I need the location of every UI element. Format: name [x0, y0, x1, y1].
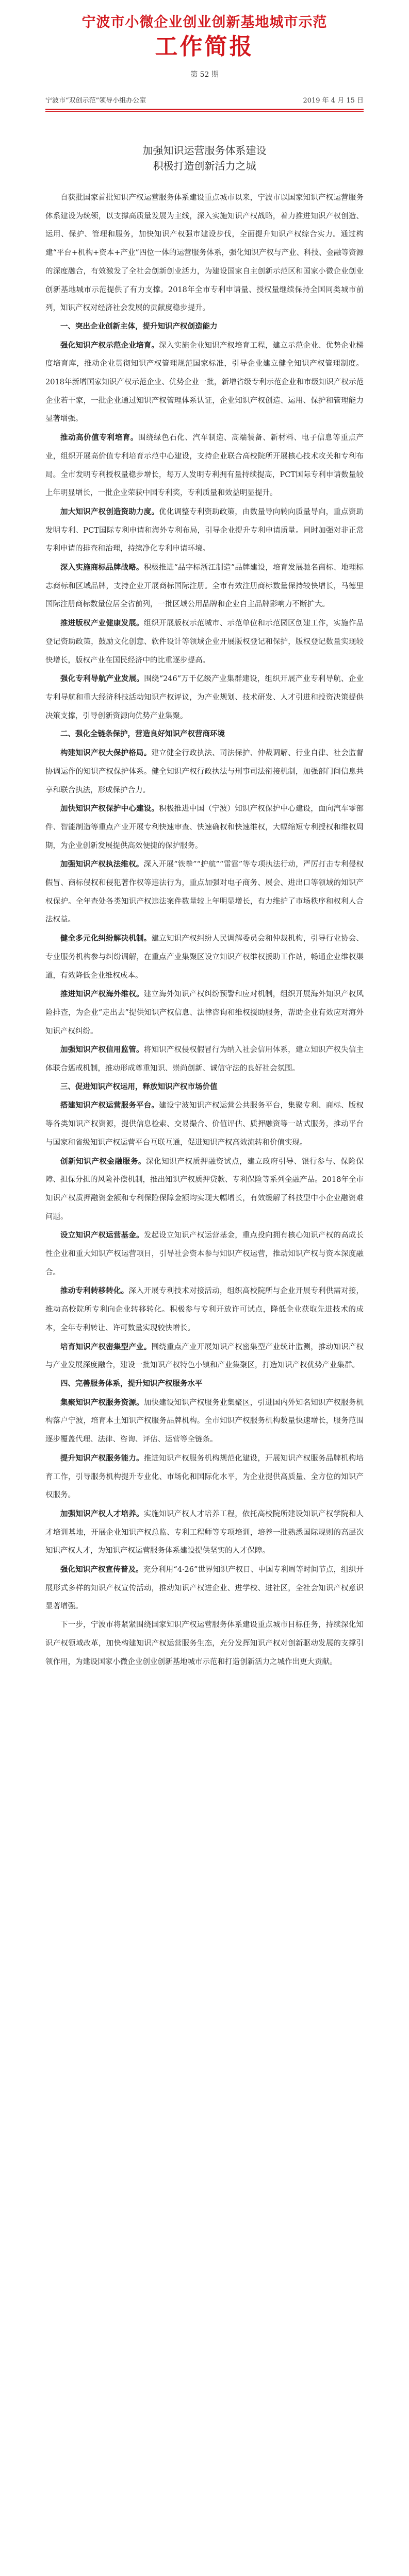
subsection-lead: 培育知识产权密集型产业。: [60, 1342, 152, 1351]
subsection-text: 建设宁波知识产权运营公共服务平台，集聚专利、商标、版权等各类知识产权资源，提供信息检索、交易撮合、价值评估、质押融资等一站式服务，推动平台与国家和省级知识产权运营平台互联互通，促进知识产权高效流转和价值实现。: [45, 1101, 364, 1147]
subsection-paragraph: [45, 1338, 364, 1375]
subsection-paragraph: [45, 855, 364, 929]
subsection-lead: 构建知识产权大保护格局。: [60, 749, 152, 758]
subsection-paragraph: [45, 1561, 364, 1616]
subsection-paragraph: [45, 1282, 364, 1337]
body-paragraph: 自获批国家首批知识产权运营服务体系建设重点城市以来，宁波市以国家知识产权运营服务体系建设为统领，以支撑高质量发展为主线，深入实施知识产权战略，着力推进知识产权创造、运用、保护、管理和服务，加快知识产权强市建设步伐，全面提升知识产权综合实力。通过构建“平台+机构+资本+产业”四位一体的运营服务体系，强化知识产权与产业、科技、金融等资源的深度融合，有效激发了全社会创新创业活力，为建设国家自主创新示范区和国家小微企业创业创新基地城市示范提供了有力支撑。2018年全市专利申请量、授权量继续保持全国同类城市前列，知识产权对经济社会发展的贡献度稳步提升。: [45, 194, 364, 313]
meta-row: [45, 95, 364, 105]
subsection-text: 围绕绿色石化、汽车制造、高端装备、新材料、电子信息等重点产业，组织开展高价值专利培育示范中心建设，支持企业联合高校院所开展核心技术攻关和专利布局。全市发明专利授权量稳步增长，每万人发明专利拥有量持续提高，PCT国际专利申请数量较上年明显增长，一批企业荣获中国专利奖，专利质量和效益明显提升。: [45, 434, 364, 498]
subsection-lead: 健全多元化纠纷解决机制。: [60, 934, 152, 943]
subsection-lead: 加大知识产权创造资助力度。: [60, 507, 159, 516]
subsection-text: 积极推进“品字标浙江制造”品牌建设，培育发展驰名商标、地理标志商标和区域品牌，支持企业开展商标国际注册。全市有效注册商标数量保持较快增长，马德里国际注册商标数量位居全省前列，一批区域公用品牌和企业自主品牌影响力不断扩大。: [45, 564, 364, 609]
subsection-paragraph: [45, 929, 364, 985]
subsection-lead: 强化知识产权宣传普及。: [60, 1565, 143, 1574]
subsection-paragraph: [45, 670, 364, 725]
subsection-lead: 加强知识产权人才培养。: [60, 1509, 144, 1518]
masthead-org: 宁波市小微企业创业创新基地城市示范: [81, 14, 328, 30]
subsection-paragraph: [45, 429, 364, 503]
subsection-paragraph: [45, 1153, 364, 1227]
issue-number: 第 52 期: [190, 71, 219, 79]
subsection-paragraph: [45, 558, 364, 614]
subsection-paragraph: [45, 1096, 364, 1152]
subsection-text: 深化知识产权质押融资试点，建立政府引导、银行参与、保险保障、担保分担的风险补偿机制，推出知识产权质押贷款、专利保险等系列金融产品。2018年全市知识产权质押融资金额和专利保险保障金额均实现大幅增长，有效缓解了科技型中小企业融资难问题。: [45, 1157, 364, 1221]
subsection-lead: 推动专利转移转化。: [60, 1286, 129, 1296]
red-divider-thin: [45, 111, 364, 112]
article-title: [45, 143, 364, 174]
subsection-paragraph: [45, 614, 364, 670]
subsection-lead: 提升知识产权服务能力。: [60, 1453, 144, 1463]
subsection-text: 推进知识产权服务机构规范化建设，开展知识产权服务品牌机构培育工作，引导服务机构提升专业化、市场化和国际化水平，为企业提供高质量、全方位的知识产权服务。: [45, 1454, 364, 1500]
masthead-title: 工作简报: [155, 33, 254, 60]
subsection-text: 充分利用“4·26”世界知识产权日、中国专利周等时间节点，组织开展形式多样的知识产权宣传活动，推动知识产权进企业、进学校、进社区，全社会知识产权意识显著增强。: [45, 1566, 364, 1611]
subsection-text: 深入实施企业知识产权培育工程，建立示范企业、优势企业梯度培育库，推动企业贯彻知识产权管理规范国家标准，引导企业建立健全知识产权管理制度。2018年新增国家知识产权示范企业、优势企业一批，新增省级专利示范企业和市级知识产权示范企业若干家，一批企业通过知识产权管理体系认证，企业知识产权创造、运用、保护和管理能力显著增强。: [45, 341, 364, 423]
subsection-paragraph: [45, 1226, 364, 1282]
subsection-paragraph: [45, 1449, 364, 1505]
subsection-paragraph: [45, 503, 364, 558]
subsection-paragraph: [45, 1505, 364, 1561]
subsection-lead: 推进版权产业健康发展。: [60, 619, 144, 628]
subsection-paragraph: [45, 336, 364, 429]
article-title-line-1: 加强知识运营服务体系建设: [142, 144, 267, 157]
subsection-text: 积极推进中国（宁波）知识产权保护中心建设，面向汽车零部件、智能制造等重点产业开展专利快速审查、快速确权和快速维权，大幅缩短专利授权和维权周期，为企业创新发展提供高效便捷的保护服务。: [45, 805, 364, 850]
article-title-line-2: 积极打造创新活力之城: [153, 160, 256, 172]
section-heading: 一、突出企业创新主体，提升知识产权创造能力: [60, 322, 218, 331]
subsection-text: 围绕重点产业开展知识产权密集型产业统计监测，推动知识产权与产业发展深度融合，建设一批知识产权特色小镇和产业集聚区，打造知识产权优势产业集群。: [45, 1343, 364, 1370]
subsection-lead: 推动高价值专利培育。: [60, 433, 138, 443]
subsection-text: 建立健全行政执法、司法保护、仲裁调解、行业自律、社会监督协调运作的知识产权保护体系。健全知识产权行政执法与刑事司法衔接机制，加强部门间信息共享和联合执法，形成保护合力。: [45, 749, 364, 794]
subsection-lead: 加快知识产权保护中心建设。: [60, 804, 159, 814]
subsection-lead: 加强知识产权信用监管。: [60, 1045, 144, 1055]
publish-date: 2019 年 4 月 15 日: [303, 97, 364, 105]
subsection-text: 组织开展版权示范城市、示范单位和示范园区创建工作，实施作品登记资助政策，鼓励文化创意、软件设计等领域企业开展版权登记和保护，版权登记数量实现较快增长，版权产业在国民经济中的比重逐步提高。: [45, 619, 364, 665]
subsection-text: 将知识产权侵权假冒行为纳入社会信用体系，建立知识产权失信主体联合惩戒机制，推动形成尊重知识、崇尚创新、诚信守法的良好社会氛围。: [45, 1046, 364, 1073]
subsection-paragraph: [45, 1041, 364, 1078]
subsection-paragraph: [45, 744, 364, 800]
subsection-paragraph: [45, 800, 364, 855]
subsection-lead: 强化知识产权示范企业培育。: [60, 341, 159, 350]
subsection-lead: 加强知识产权执法维权。: [60, 860, 144, 869]
subsection-text: 深入开展“铁拳”“护航”“雷霆”等专项执法行动，严厉打击专利侵权假冒、商标侵权和侵犯著作权等违法行为，重点加强对电子商务、展会、进出口等领域的知识产权保护。全年查处各类知识产权违法案件数量较上年明显增长，有力维护了市场秩序和权利人合法权益。: [45, 860, 364, 924]
subsection-lead: 搭建知识产权运营服务平台。: [60, 1101, 159, 1110]
subsection-lead: 集聚知识产权服务资源。: [60, 1398, 144, 1407]
subsection-text: 围绕“246”万千亿级产业集群建设，组织开展产业专利导航、企业专利导航和重大经济科技活动知识产权评议，为产业规划、技术研发、人才引进和投资决策提供决策支撑，引导创新资源向优势产业集聚。: [45, 675, 364, 720]
subsection-text: 发起设立知识产权运营基金，重点投向拥有核心知识产权的高成长性企业和重大知识产权运营项目，引导社会资本参与知识产权运营，推动知识产权与资本深度融合。: [45, 1231, 364, 1277]
subsection-text: 实施知识产权人才培养工程，依托高校院所建设知识产权学院和人才培训基地，开展企业知识产权总监、专利工程师等专项培训，培养一批熟悉国际规则的高层次知识产权人才，为知识产权运营服务体系建设提供坚实的人才保障。: [45, 1510, 364, 1555]
subsection-lead: 创新知识产权金融服务。: [60, 1157, 146, 1166]
subsection-paragraph: [45, 1394, 364, 1449]
section-heading: 四、完善服务体系，提升知识产权服务水平: [60, 1380, 203, 1388]
subsection-lead: 推进知识产权海外维权。: [60, 990, 144, 999]
subsection-text: 优化调整专利资助政策，由数量导向转向质量导向，重点资助发明专利、PCT国际专利申请和海外专利布局，引导企业提升专利申请质量。同时加强对非正常专利申请的排查和治理，持续净化专利申请环境。: [45, 507, 364, 553]
subsection-text: 加快建设知识产权服务业集聚区，引进国内外知名知识产权服务机构落户宁波，培育本土知识产权服务品牌机构。全市知识产权服务机构数量快速增长，服务范围逐步覆盖代理、法律、咨询、评估、运营等全链条。: [45, 1398, 364, 1444]
section-heading: 二、强化全链条保护，营造良好知识产权营商环境: [60, 730, 225, 739]
body-paragraph: 下一步，宁波市将紧紧围绕国家知识产权运营服务体系建设重点城市目标任务，持续深化知识产权领域改革，加快构建知识产权运营服务生态，充分发挥知识产权对创新驱动发展的支撑引领作用，为建设国家小微企业创业创新基地城市示范和打造创新活力之城作出更大贡献。: [45, 1621, 364, 1666]
subsection-text: 深入开展专利技术对接活动，组织高校院所与企业开展专利供需对接，推动高校院所专利向企业转移转化。积极参与专利开放许可试点，降低企业获取先进技术的成本，全年专利转让、许可数量实现较快增长。: [45, 1287, 364, 1332]
section-heading: 三、促进知识产权运用，释放知识产权市场价值: [60, 1082, 218, 1091]
subsection-lead: 强化专利导航产业发展。: [60, 674, 144, 684]
subsection-lead: 深入实施商标品牌战略。: [60, 563, 144, 572]
red-divider: [45, 109, 364, 110]
subsection-text: 建立知识产权纠纷人民调解委员会和仲裁机构，引导行业协会、专业服务机构参与纠纷调解，在重点产业集聚区设立知识产权维权援助工作站，畅通企业维权渠道，有效降低企业维权成本。: [45, 935, 364, 980]
subsection-text: 建立海外知识产权纠纷预警和应对机制，组织开展海外知识产权风险排查，为企业“走出去”提供知识产权信息、法律咨询和维权援助服务，帮助企业有效应对海外知识产权纠纷。: [45, 990, 364, 1036]
article-body: [45, 189, 364, 1671]
masthead: [45, 0, 364, 62]
subsection-paragraph: [45, 985, 364, 1041]
subsection-lead: 设立知识产权运营基金。: [60, 1231, 144, 1240]
publisher: 宁波市“双创示范”领导小组办公室: [45, 97, 146, 105]
